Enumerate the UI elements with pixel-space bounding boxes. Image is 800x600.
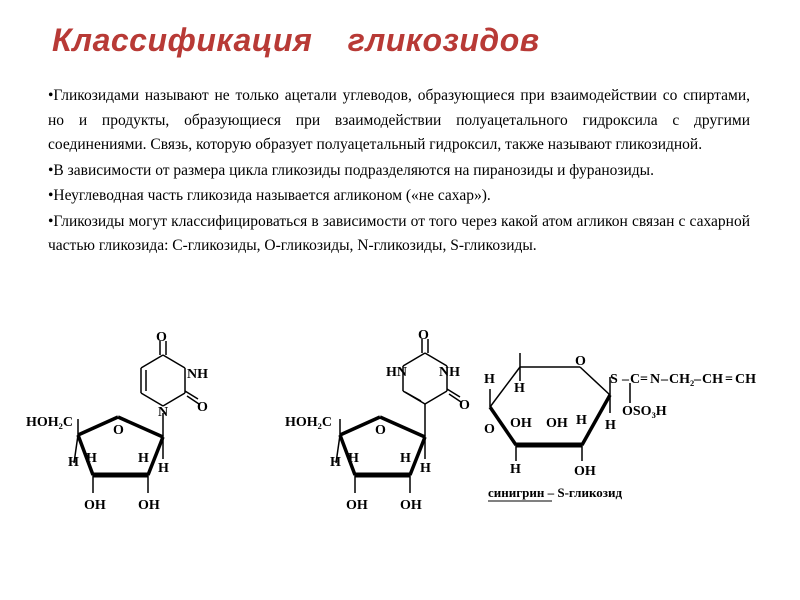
s-glyc-oso3h: OSO₃H xyxy=(622,404,667,419)
n-glyc-h3: H xyxy=(138,451,149,466)
s-glyc-ring-o: O xyxy=(575,354,586,369)
s-glyc-ch2: CH₂ xyxy=(669,372,695,387)
s-glyc-h-mid: H xyxy=(576,413,587,428)
s-glyc-n: N xyxy=(650,372,661,387)
c-glyc-oh2: OH xyxy=(400,498,422,513)
n-glyc-nh: NH xyxy=(187,367,208,382)
s-glyc-caption: синигрин – S-гликозид xyxy=(488,485,623,500)
c-glyc-h4: H xyxy=(420,461,431,476)
s-glyc-s: S xyxy=(610,372,618,387)
s-glyc-dash-3: – xyxy=(694,372,701,387)
s-glyc-oh-1: OH xyxy=(510,416,532,431)
paragraph-1: •Гликозидами называют не только ацетали углеводов, образующиеся при взаимодействии со спиртами, но и продукты, образующиеся при взаимодействии полуацетального гидроксила с другими соединениями. Связь, которую образует полуацетальный гидроксил, также называют гликозидной. xyxy=(48,87,750,153)
n-glyc-o-right: O xyxy=(197,400,208,415)
structures-figure xyxy=(0,325,800,525)
s-glycoside-structure xyxy=(490,353,630,461)
s-glyc-h-top: H xyxy=(514,381,525,396)
n-glyc-h2: H xyxy=(86,451,97,466)
paragraph-4: •Гликозиды могут классифицироваться в зависимости от того через какой атом агликон связан с сахарной частью гликозида: С-гликозиды, О-гликозиды, N-гликозиды, S-гликозиды. xyxy=(48,212,750,254)
s-glyc-ch-cut: CH xyxy=(735,372,756,387)
c-glyc-ring-o: O xyxy=(375,423,386,438)
paragraph-3: •Неуглеводная часть гликозида называется агликоном («не сахар»). xyxy=(48,187,491,204)
n-glycoside-structure xyxy=(74,341,199,493)
c-glyc-h3: H xyxy=(400,451,411,466)
c-glyc-h2: H xyxy=(348,451,359,466)
c-glyc-hoh2c: HOH₂C xyxy=(285,415,332,430)
s-glyc-eq: = xyxy=(640,372,648,387)
n-glyc-ring-o: O xyxy=(113,423,124,438)
s-glyc-h-right: H xyxy=(605,418,616,433)
s-glyc-eq-2: = xyxy=(725,372,733,387)
s-glyc-oh-bottom: OH xyxy=(574,464,596,479)
s-glyc-ch: CH xyxy=(702,372,723,387)
c-glyc-o-top: O xyxy=(418,328,429,343)
s-glyc-h-bottom: H xyxy=(510,462,521,477)
c-glyc-hn: HN xyxy=(386,365,407,380)
s-glyc-h-left: H xyxy=(484,372,495,387)
slide-title: Классификация гликозидов xyxy=(52,22,540,58)
s-glyc-dash-1: – xyxy=(622,372,629,387)
n-glyc-h4: H xyxy=(158,461,169,476)
c-glyc-h1: H xyxy=(330,455,341,470)
s-glyc-o-left: O xyxy=(484,422,495,437)
n-glyc-hoh2c: HOH₂C xyxy=(26,415,73,430)
s-glyc-dash-2: – xyxy=(661,372,668,387)
n-glyc-oh1: OH xyxy=(84,498,106,513)
c-glyc-o-right: O xyxy=(459,398,470,413)
n-glyc-o-top: O xyxy=(156,330,167,345)
text-block xyxy=(48,84,750,260)
c-glyc-nh: NH xyxy=(439,365,460,380)
s-glyc-c: C xyxy=(630,372,641,387)
n-glyc-h1: H xyxy=(68,455,79,470)
s-glyc-oh-2: OH xyxy=(546,416,568,431)
n-glyc-n: N xyxy=(158,405,169,420)
c-glyc-oh1: OH xyxy=(346,498,368,513)
n-glyc-oh2: OH xyxy=(138,498,160,513)
c-glycoside-structure xyxy=(336,339,461,493)
paragraph-2: •В зависимости от размера цикла гликозиды подразделяются на пиранозиды и фуранозиды. xyxy=(48,161,654,179)
